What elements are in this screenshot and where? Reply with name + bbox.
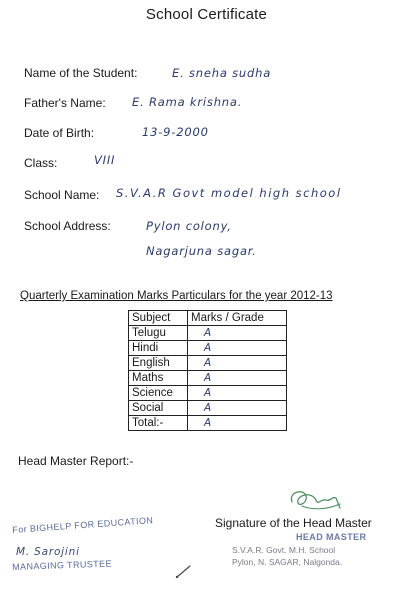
- bighelp-stamp-line2: MANAGING TRUSTEE: [12, 558, 113, 572]
- grade-cell: A: [188, 341, 287, 356]
- certificate-title: School Certificate: [145, 6, 268, 23]
- table-row: [129, 326, 287, 341]
- bighelp-trustee-signature: M. Sarojini: [16, 546, 80, 558]
- table-row: [129, 386, 287, 401]
- grade-cell: A: [188, 371, 287, 386]
- grade-cell: A: [188, 416, 287, 431]
- student-name-value: E. sneha sudha: [172, 66, 272, 80]
- table-row: [129, 371, 287, 386]
- pen-mark: [174, 562, 194, 580]
- marks-heading: Quarterly Examination Marks Particulars for the year 2012-13: [20, 290, 333, 302]
- table-row: [129, 356, 287, 371]
- head-master-stamp-line2: S.V.A.R. Govt. M.H. School: [232, 545, 336, 555]
- subject-cell: English: [129, 356, 188, 371]
- head-master-stamp-line1: HEAD MASTER: [296, 532, 367, 542]
- class-value: VIII: [94, 153, 116, 167]
- school-address-line2: Nagarjuna sagar.: [146, 244, 257, 258]
- school-name-label: School Name:: [24, 188, 100, 202]
- dob-value: 13-9-2000: [142, 125, 209, 139]
- head-master-signature: [282, 484, 346, 518]
- subject-cell: Maths: [129, 371, 188, 386]
- subject-cell: Hindi: [129, 341, 188, 356]
- marks-table: [128, 310, 287, 431]
- school-address-label: School Address:: [24, 219, 111, 233]
- subject-cell: Science: [129, 386, 188, 401]
- father-name-value: E. Rama krishna.: [132, 95, 243, 109]
- father-name-label: Father's Name:: [24, 96, 106, 110]
- dob-label: Date of Birth:: [24, 126, 95, 140]
- grade-cell: A: [188, 401, 287, 416]
- table-row: [129, 341, 287, 356]
- marks-table-header: [129, 311, 287, 326]
- subject-cell: Telugu: [129, 326, 188, 341]
- grade-cell: A: [188, 326, 287, 341]
- head-master-stamp-line3: Pylon, N. SAGAR, Nalgonda.: [232, 557, 343, 567]
- school-address-line1: Pylon colony,: [146, 219, 232, 233]
- grade-cell: A: [188, 356, 287, 371]
- header-subject: Subject: [129, 311, 188, 326]
- signature-label: Signature of the Head Master: [215, 516, 372, 530]
- student-name-label: Name of the Student:: [24, 66, 138, 80]
- school-name-value: S.V.A.R Govt model high school: [116, 186, 342, 200]
- subject-cell: Total:-: [129, 416, 188, 431]
- head-master-report-label: Head Master Report:-: [18, 454, 134, 468]
- table-row: [129, 416, 287, 431]
- subject-cell: Social: [129, 401, 188, 416]
- header-grade: Marks / Grade: [188, 311, 287, 326]
- grade-cell: A: [188, 386, 287, 401]
- class-label: Class:: [24, 156, 58, 170]
- table-row: [129, 401, 287, 416]
- bighelp-stamp-line1: For BIGHELP FOR EDUCATION: [12, 515, 154, 535]
